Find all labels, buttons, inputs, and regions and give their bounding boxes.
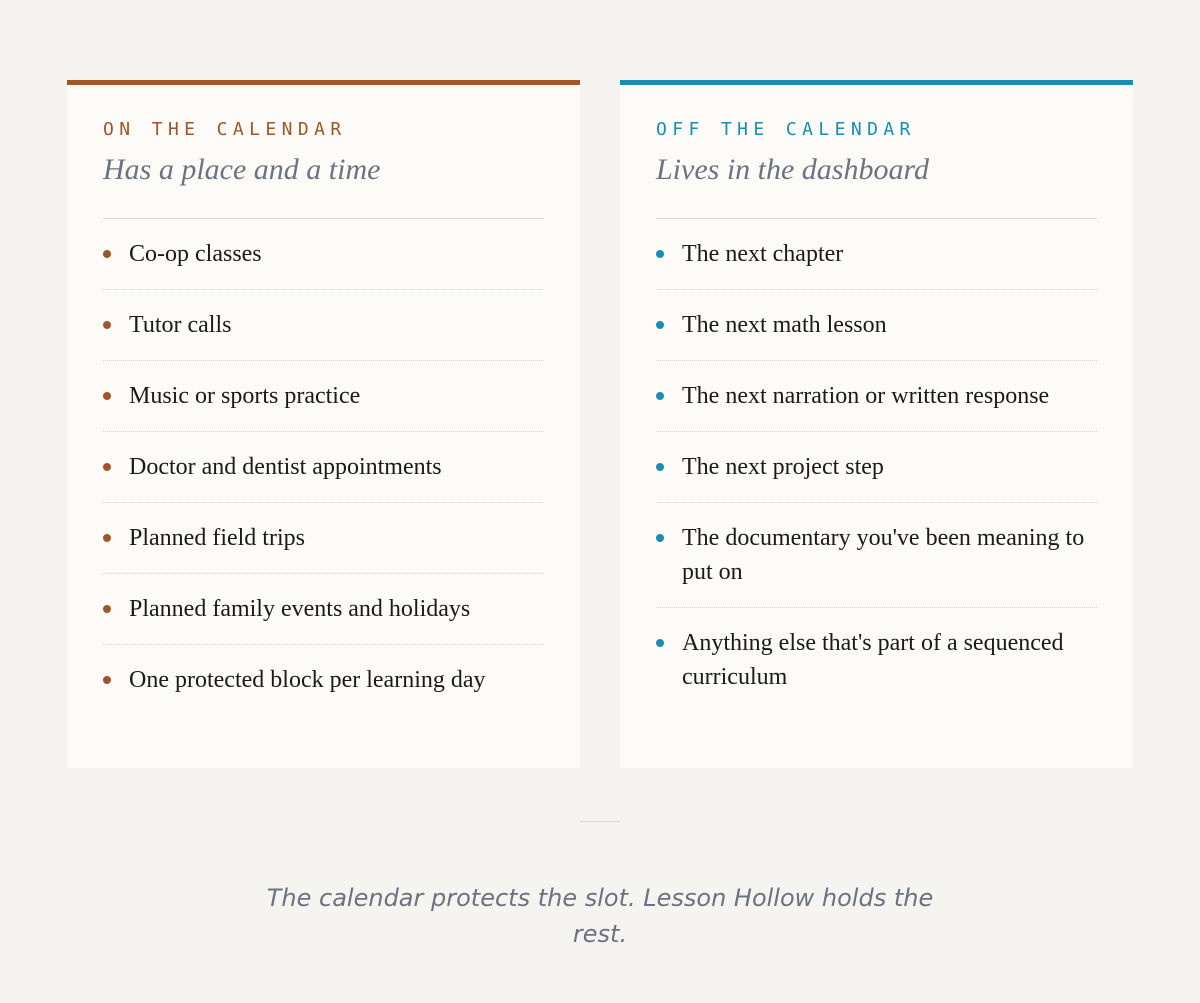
bullet-dot-icon [656,639,664,647]
off-calendar-item-text: The next narration or written response [682,383,1050,409]
off-calendar-item [656,219,1097,290]
off-calendar-item [656,290,1097,361]
off-calendar-item [656,432,1097,503]
bullet-dot-icon [103,463,111,471]
bullet-dot-icon [103,250,111,258]
on-calendar-item [103,503,544,574]
on-calendar-item-text: Co-op classes [129,241,262,267]
on-calendar-item-text: Tutor calls [129,312,232,338]
bullet-dot-icon [103,534,111,542]
footer-caption: The calendar protects the slot. Lesson Hollow holds the rest. [266,884,934,948]
on-calendar-item-text: One protected block per learning day [129,667,486,693]
on-calendar-item [103,361,544,432]
off-calendar-item-text: Anything else that's part of a sequenced curriculum [682,630,1064,690]
off-calendar-item-text: The next project step [682,454,884,480]
off-calendar-item-text: The next chapter [682,241,844,267]
bullet-dot-icon [656,534,664,542]
on-calendar-list [103,219,544,715]
bullet-dot-icon [656,392,664,400]
on-calendar-item [103,645,544,715]
on-calendar-heading: Has a place and a time [103,153,381,186]
bullet-dot-icon [103,605,111,613]
off-calendar-item [656,361,1097,432]
on-calendar-item [103,432,544,503]
bullet-dot-icon [656,463,664,471]
off-calendar-eyebrow: OFF THE CALENDAR [656,119,916,140]
bullet-dot-icon [103,321,111,329]
comparison-cards [67,80,1133,768]
bullet-dot-icon [656,321,664,329]
off-calendar-item [656,608,1097,712]
off-calendar-card [620,80,1133,768]
on-calendar-item-text: Music or sports practice [129,383,361,409]
on-calendar-item [103,290,544,361]
off-calendar-heading: Lives in the dashboard [656,153,930,186]
off-calendar-item-text: The documentary you've been meaning to put on [682,525,1085,585]
on-calendar-item-text: Planned family events and holidays [129,596,471,622]
on-calendar-item-text: Planned field trips [129,525,305,551]
on-calendar-item [103,219,544,290]
off-calendar-list [656,219,1097,712]
on-calendar-eyebrow: ON THE CALENDAR [103,119,347,140]
on-calendar-card [67,80,580,768]
bullet-dot-icon [103,676,111,684]
on-calendar-item-text: Doctor and dentist appointments [129,454,442,480]
bullet-dot-icon [656,250,664,258]
off-calendar-item-text: The next math lesson [682,312,887,338]
off-calendar-item [656,503,1097,608]
footer-divider [580,821,620,822]
on-calendar-item [103,574,544,645]
bullet-dot-icon [103,392,111,400]
